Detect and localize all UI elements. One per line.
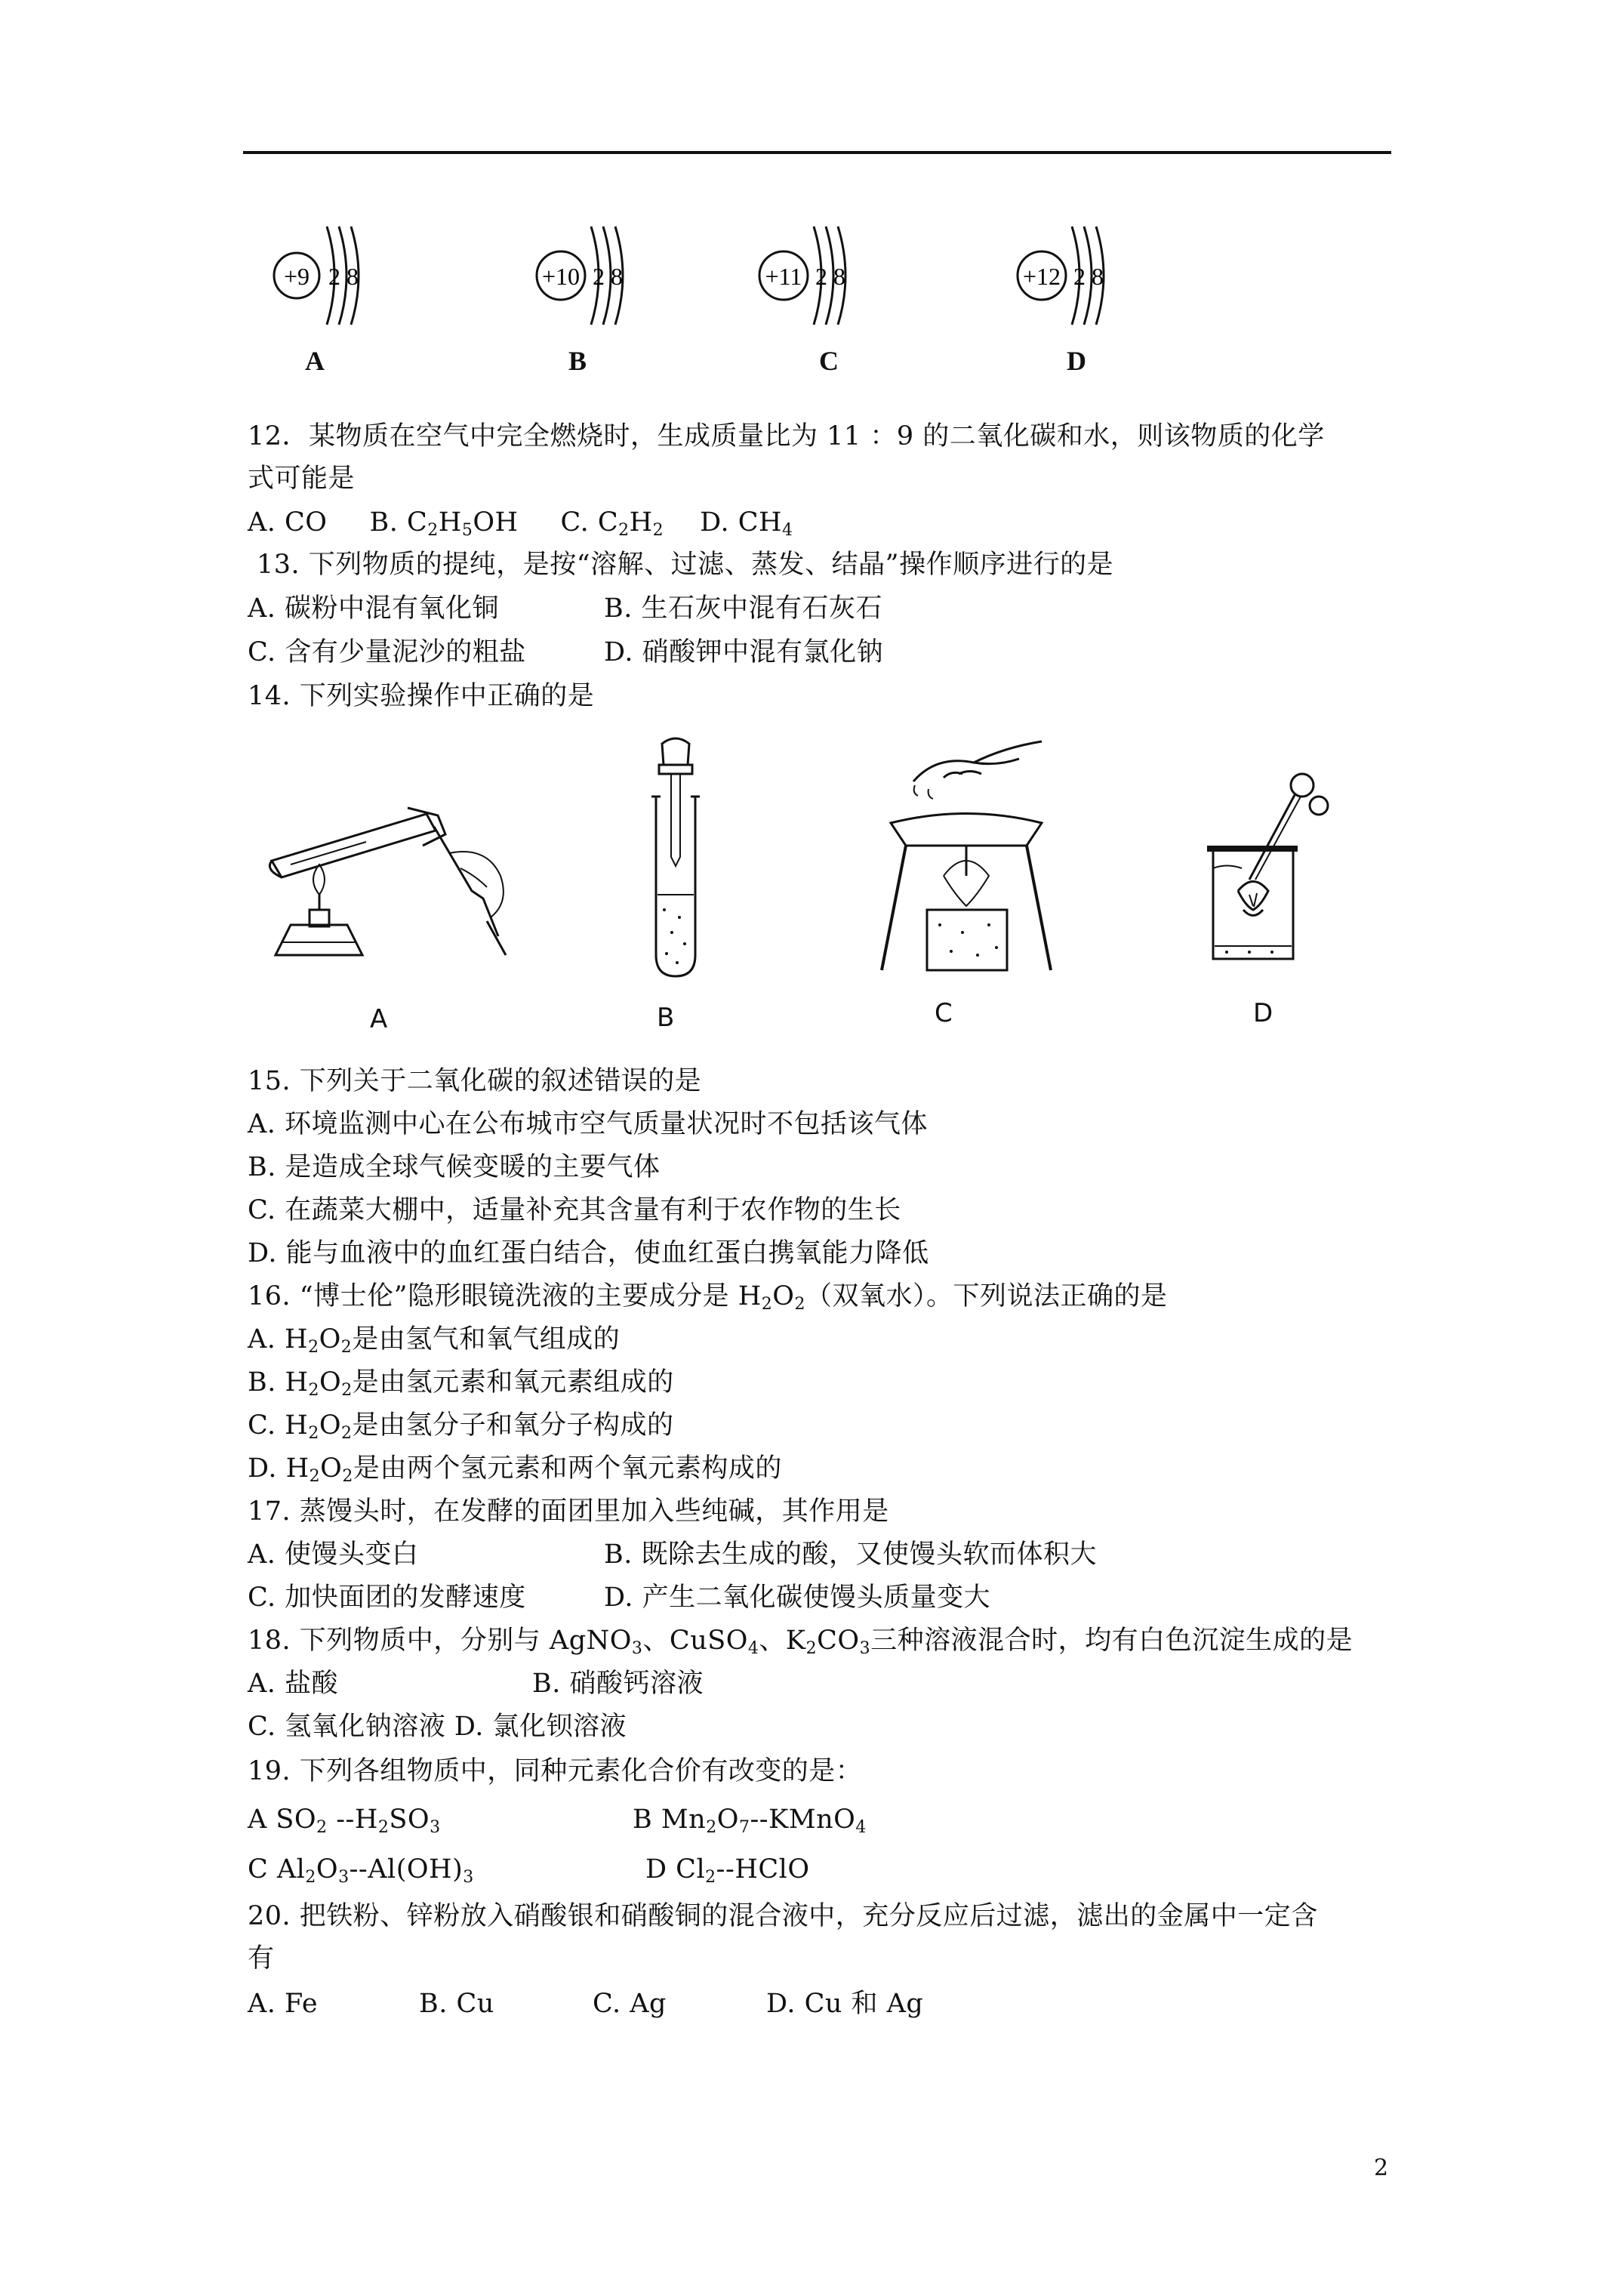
lab-figure-b-dropper-in-tube [638, 736, 713, 982]
q20-stem-line1: 20. 把铁粉、锌粉放入硝酸银和硝酸铜的混合液中，充分反应后过滤，滤出的金属中一定含 [248, 1901, 1318, 1931]
lab-figure-a-heating-test-tube [260, 763, 525, 982]
atom-diagram-b [531, 219, 644, 332]
atom-label-b: B [568, 346, 587, 376]
q13-option-a: A. 碳粉中混有氧化铜 [248, 593, 500, 624]
q19-option-b: B $Mn_2O_7--KMnO_4$ [633, 1804, 867, 1837]
lab-label-a: A [370, 1004, 388, 1034]
q20-option-a: A. Fe [248, 1989, 319, 2019]
q18-option-a: A. 盐酸 [248, 1669, 339, 1699]
atom-b-shells: 2 8 [593, 263, 623, 290]
q13-option-b: B. 生石灰中混有石灰石 [604, 593, 882, 624]
q19-option-d: D $Cl_2-$-HClO [645, 1854, 810, 1887]
lab-label-d: D [1253, 998, 1273, 1028]
q17-stem: 17. 蒸馒头时，在发酵的面团里加入些纯碱，其作用是 [248, 1496, 889, 1527]
q16-option-d: D. $H_2O_2$是由两个氢元素和两个氧元素构成的 [248, 1453, 782, 1486]
lab-label-c: C [935, 998, 953, 1028]
q17-option-d: D. 产生二氧化碳使馒头质量变大 [604, 1583, 991, 1613]
lab-label-b: B [657, 1003, 675, 1033]
q16-option-c: C. $H_2O_2$是由氢分子和氧分子构成的 [248, 1410, 674, 1443]
q12-option-c: C. $C_2H_2$ [560, 507, 664, 540]
q15-option-b: B. 是造成全球气候变暖的主要气体 [248, 1152, 661, 1182]
q12-stem-line2: 式可能是 [248, 464, 356, 494]
q12-option-d: D. $CH_4$ [700, 507, 793, 540]
atom-a-nucleus: +9 [283, 263, 310, 290]
q20-option-c: C. Ag [593, 1989, 667, 2019]
q19-option-c: C $Al_2O_3--Al(OH)_3$ [248, 1854, 474, 1887]
q12-option-a: A. CO [248, 507, 328, 538]
q18-option-cd: C. 氢氧化钠溶液 D. 氯化钡溶液 [248, 1712, 627, 1742]
q13-option-c: C. 含有少量泥沙的粗盐 [248, 637, 526, 667]
atom-d-shells: 2 8 [1073, 263, 1104, 290]
atom-a-shells: 2 8 [328, 263, 359, 290]
q15-option-d: D. 能与血液中的血红蛋白结合，使血红蛋白携氧能力降低 [248, 1238, 929, 1268]
atom-label-c: C [819, 346, 839, 376]
q14-stem: 14. 下列实验操作中正确的是 [248, 681, 595, 711]
page-number: 2 [1374, 2155, 1389, 2181]
header-rule [243, 151, 1391, 154]
q20-stem-line2: 有 [248, 1943, 275, 1974]
q18-option-b: B. 硝酸钙溶液 [532, 1669, 704, 1699]
atom-c-shells: 2 8 [815, 263, 845, 290]
q13-option-d: D. 硝酸钾中混有氯化钠 [604, 637, 884, 667]
atom-label-d: D [1067, 346, 1086, 376]
atom-b-nucleus: +10 [541, 263, 581, 290]
q15-option-c: C. 在蔬菜大棚中，适量补充其含量有利于农作物的生长 [248, 1195, 901, 1225]
q16-option-a: A. $H_2O_2$是由氢气和氧气组成的 [248, 1324, 621, 1357]
atom-diagram-d [1012, 219, 1125, 332]
atom-c-nucleus: +11 [765, 263, 802, 290]
q12-stem-line1: 12．某物质在空气中完全燃烧时，生成质量比为 11 ：9 的二氧化碳和水，则该物质的化学 [248, 421, 1325, 451]
q12-option-b: B. $C_2H_5OH$ [369, 507, 519, 540]
q19-stem: 19. 下列各组物质中，同种元素化合价有改变的是： [248, 1756, 863, 1786]
atom-diagram-c [753, 219, 867, 332]
q17-option-b: B. 既除去生成的酸，又使馒头软而体积大 [604, 1539, 1097, 1570]
atom-d-nucleus: +12 [1022, 263, 1061, 290]
q16-option-b: B. $H_2O_2$是由氢元素和氧元素组成的 [248, 1367, 674, 1400]
q20-option-b: B. Cu [419, 1989, 494, 2019]
q13-stem: 13. 下列物质的提纯，是按“溶解、过滤、蒸发、结晶”操作顺序进行的是 [257, 550, 1114, 580]
q18-stem: 18. 下列物质中，分别与 AgNO$_3$、CuSO$_4$、$K_2CO_3$三种溶液混合时，均有白色沉淀生成的是 [248, 1626, 1354, 1658]
q15-option-a: A. 环境监测中心在公布城市空气质量状况时不包括该气体 [248, 1109, 929, 1139]
q19-option-a: A $SO_2$ $--H_2SO_3$ [248, 1804, 441, 1837]
lab-figure-c-evaporating-dish [868, 732, 1072, 978]
q17-option-c: C. 加快面团的发酵速度 [248, 1583, 526, 1613]
lab-figure-d-combustion-spoon [1196, 766, 1332, 974]
q15-stem: 15. 下列关于二氧化碳的叙述错误的是 [248, 1066, 702, 1096]
atom-label-a: A [305, 346, 325, 376]
q16-stem: 16. “博士伦”隐形眼镜洗液的主要成分是 $H_2O_2$（双氧水）。下列说法正确的是 [248, 1281, 1168, 1314]
q12-options [248, 504, 793, 541]
q17-option-a: A. 使馒头变白 [248, 1539, 419, 1570]
atom-diagram-a [268, 219, 381, 332]
q20-option-d: D. Cu 和 Ag [766, 1989, 924, 2019]
